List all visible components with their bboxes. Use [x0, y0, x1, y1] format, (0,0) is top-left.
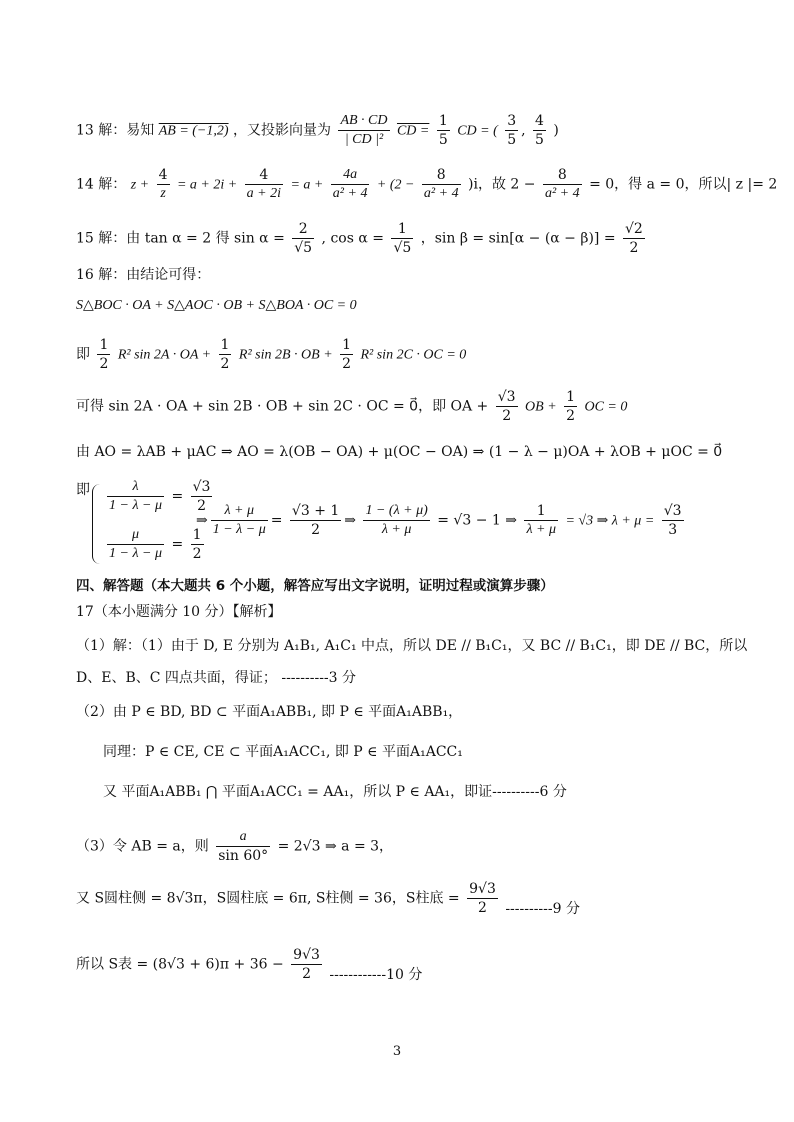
solution-15: 15 解：由 tan α = 2 得 sin α = $\frac{2}{√5}$ , cos α = $\frac{1}{√5}$ ，sin β = sin[α − (α − β)] = $\frac{√2}{2}$ — [76, 221, 643, 256]
page-number: 3 — [392, 1044, 402, 1059]
problem-17-heading: 17（本小题满分 10 分）【解析】 — [76, 604, 282, 620]
system-brace — [92, 484, 101, 564]
p17-part2-b: 同理：P ∈ CE, CE ⊂ 平面A₁ACC₁, 即 P ∈ 平面A₁ACC₁ — [103, 744, 463, 760]
solution-14: 14 解： z + $\frac{4}{z}$ = a + 2i + $\frac{4}{a + 2i}$ = a + $\frac{4a}{\text{a² + 4}}$ + (2 − $\frac{8}{\text{a² + 4}}$ )i，故 2 − $\frac{8}{\text{a² + 4}}$ = 0，得 a = 0，所以| z |= 2 — [76, 167, 778, 201]
p17-part2-c: 又 平面A₁ABB₁ ⋂ 平面A₁ACC₁ = AA₁，所以 P ∈ AA₁，即证----------6 分 — [103, 784, 567, 800]
solution-16-line3: 可得 sin 2A · OA + sin 2B · OB + sin 2C · OC = 0⃗，即 OA + $\frac{√3}{2}$ OB + $\frac{1}{2}$ OC = 0⃗ — [76, 389, 639, 424]
system-conclusion: ⇒ $\frac{\lambda + \mu}{1 - \lambda - \mu}$ = $\frac{√3 + 1}{2}$ ⇒ $\frac{1 - (\lambda + \mu)}{\lambda + \mu}$ = √3 − 1 ⇒ $\frac{1}{\lambda + \mu}$ = √3 ⇒ λ + μ = $\frac{√3}{3}$ — [196, 503, 682, 538]
p17-areas: 又 S圆柱侧 = 8√3π，S圆柱底 = 6π, S柱侧 = 36，S柱底 = $\frac{9√3}{2}$ ----------9 分 — [76, 881, 580, 917]
label-13: 13 解：易知 — [76, 122, 155, 139]
p17-total-area: 所以 S表 = (8√3 + 6)π + 36 − $\frac{9√3}{2}$ ------------10 分 — [76, 947, 423, 983]
p17-part2-a: （2）由 P ∈ BD, BD ⊂ 平面A₁ABB₁, 即 P ∈ 平面A₁ABB₁， — [76, 704, 463, 720]
solution-16-line4: 由 AO = λAB + μAC ⇒ AO = λ(OB − OA) + μ(OC − OA) ⇒ (1 − λ − μ)OA + λOB + μOC = 0⃗ — [76, 444, 723, 460]
solution-16-line2: 即 $\frac{1}{2}$ R² sin 2A · OA + $\frac{1}{2}$ R² sin 2B · OB + $\frac{1}{2}$ R² sin 2C · OC = 0⃗， — [76, 337, 489, 372]
solution-16-line1: S△BOC · OA + S△AOC · OB + S△BOA · OC = 0⃗， — [76, 298, 379, 313]
section-heading: 四、解答题（本大题共 6 个小题，解答应写出文字说明，证明过程或演算步骤） — [76, 578, 554, 594]
p17-part1-b: D、E、B、C 四点共面，得证； ----------3 分 — [76, 670, 357, 686]
solution-16-ji: 即 — [76, 482, 90, 498]
p17-part3: （3）令 AB = a，则 $\frac{a}{\sin 60^\circ}$ = 2√3 ⇒ a = 3， — [76, 829, 394, 864]
solution-13: 13 解：易知 AB = (−1,2) ，又投影向量为 $\frac{AB \cdot CD}{\text{| CD |²}}$ CD = $\frac{1}{5}$ CD = ( $\frac{3}{5}$ , $\frac{4}{5}$ ) — [76, 113, 559, 148]
system-row-2: $\frac{\mu}{1 - \lambda - \mu}$ = $\frac{1}{2}$ — [109, 527, 202, 562]
solution-16-heading: 16 解：由结论可得： — [76, 267, 211, 283]
p17-part1-a: （1）解：（1）由于 D, E 分别为 A₁B₁, A₁C₁ 中点，所以 DE // B₁C₁，又 BC // B₁C₁，即 DE // BC，所以 — [76, 638, 748, 654]
system-row-1: $\frac{\lambda}{1 - \lambda - \mu}$ = $\frac{√3}{2}$ — [109, 479, 211, 514]
projection-fraction: $\frac{AB \cdot CD}{\text{| CD |²}}$ — [340, 113, 388, 147]
